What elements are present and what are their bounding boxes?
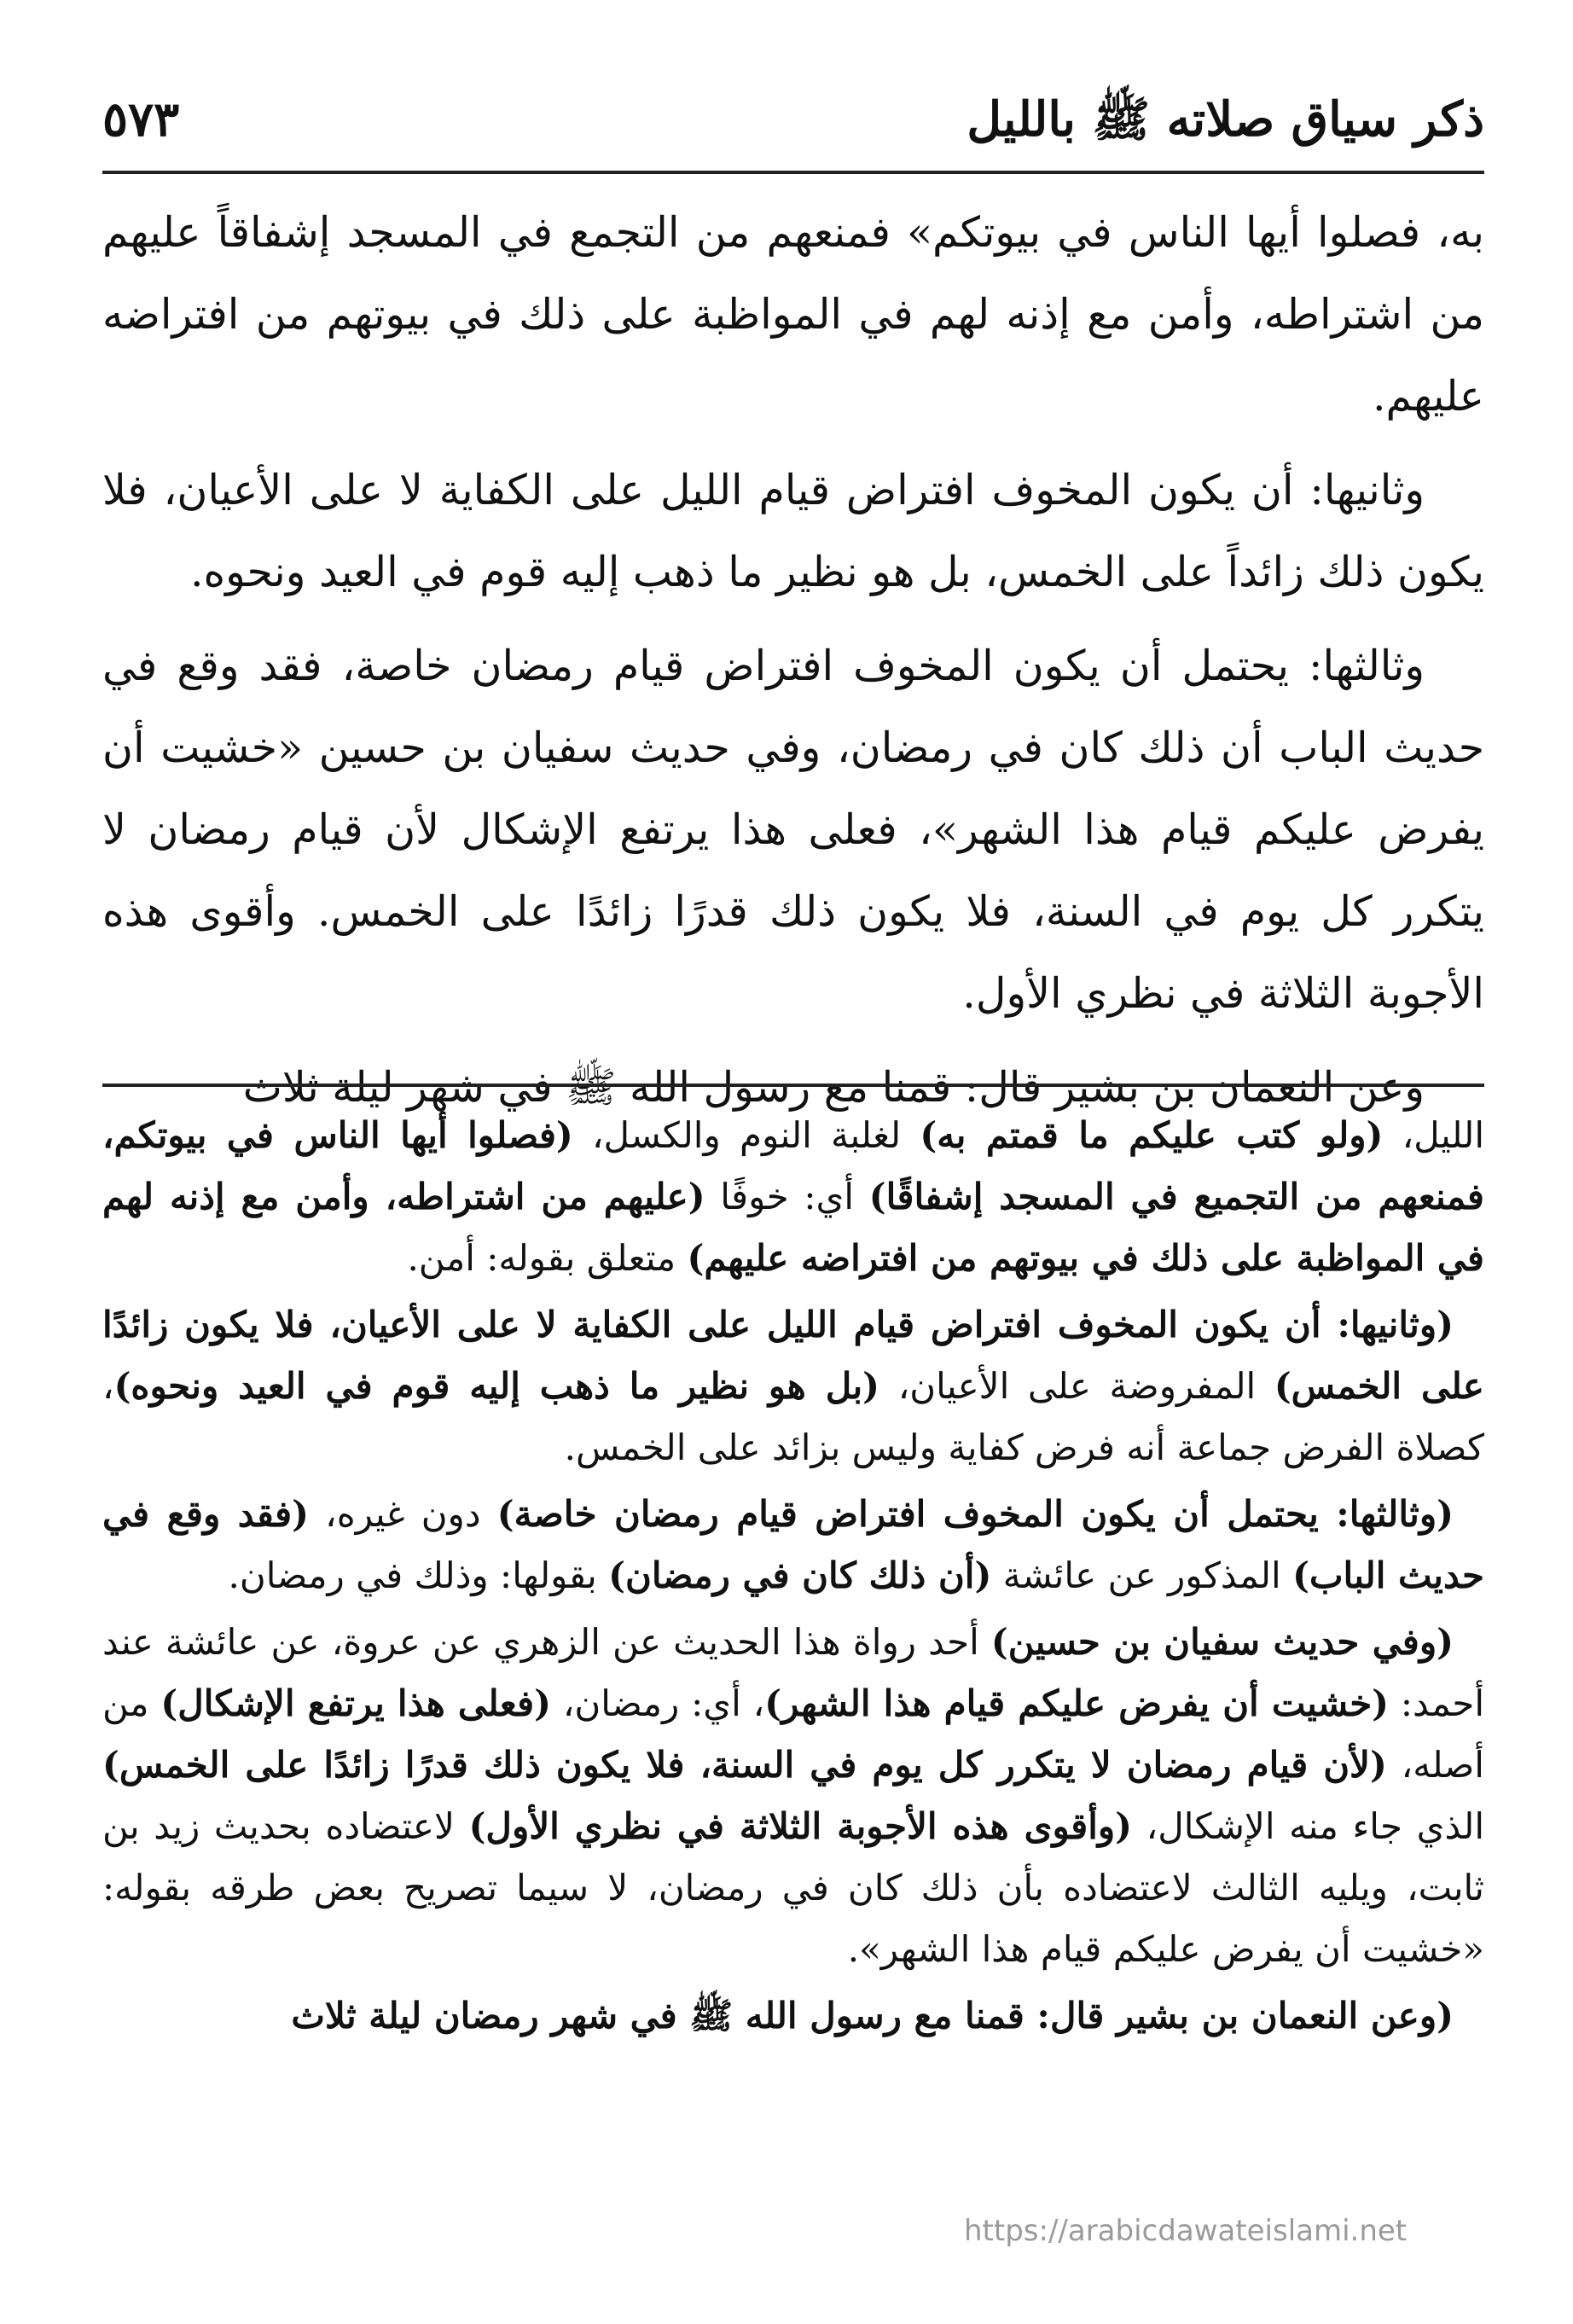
commentary-text-run: ، أي: رمضان، bbox=[551, 1682, 765, 1724]
commentary-paragraph-3 bbox=[102, 1484, 1484, 1606]
quoted-text: (فقد وقع في حديث الباب) bbox=[102, 1493, 1484, 1596]
quoted-text: (وفي حديث سفيان بن حسين) bbox=[990, 1621, 1454, 1663]
commentary-text-run: لغلبة النوم والكسل، bbox=[572, 1114, 920, 1156]
main-paragraph-2: وثانيها: أن يكون المخوف افتراض قيام الليل على الكفاية لا على الأعيان، فلا يكون ذلك زائداً على الخمس، بل هو نظير ما ذهب إليه قوم في العيد ونحوه. bbox=[102, 466, 1484, 596]
commentary-text-run: أي: خوفًا bbox=[705, 1176, 869, 1217]
commentary-paragraph-4 bbox=[102, 1612, 1484, 1980]
commentary-text-run: الليل، bbox=[1383, 1114, 1485, 1156]
commentary-text-run: لاعتضاده بحديث زيد بن ثابت، ويليه الثالث لاعتضاده بأن ذلك كان في رمضان، لا سيما تصريح بعض طرقه بقوله: «خشيت أن يفرض عليكم قيام هذا الشهر». bbox=[102, 1805, 1484, 1970]
commentary-text-run: أحد رواة هذا الحديث عن الزهري عن عروة، عن عائشة عند أحمد: bbox=[102, 1621, 1485, 1724]
commentary-text-run: المذكور عن عائشة bbox=[991, 1554, 1293, 1596]
quoted-text: (ولو كتب عليكم ما قمتم به) bbox=[920, 1114, 1384, 1156]
commentary-text-run: ، كصلاة الفرض جماعة أنه فرض كفاية وليس بزائد على الخمس. bbox=[102, 1365, 1484, 1468]
quoted-text: (وثانيها: أن يكون المخوف افتراض قيام الليل على الكفاية لا على الأعيان، فلا يكون زائدًا على الخمس) bbox=[102, 1304, 1484, 1407]
commentary-text bbox=[102, 1105, 1484, 2176]
commentary-text-run: دون غيره، bbox=[308, 1493, 497, 1535]
quoted-text: (وثالثها: يحتمل أن يكون المخوف افتراض قيام رمضان خاصة) bbox=[496, 1493, 1454, 1535]
quoted-text: (فصلوا أيها الناس في بيوتكم، فمنعهم من التجميع في المسجد إشفاقًا) bbox=[102, 1114, 1484, 1217]
commentary-text-run: المفروضة على الأعيان، bbox=[879, 1365, 1274, 1407]
section-divider bbox=[102, 1084, 1484, 1087]
commentary-paragraph-1 bbox=[102, 1105, 1484, 1289]
commentary-paragraph-5 bbox=[102, 1985, 1484, 2047]
quoted-text: (خشيت أن يفرض عليكم قيام هذا الشهر) bbox=[764, 1682, 1390, 1724]
commentary-text-run: بقولها: وذلك في رمضان. bbox=[228, 1554, 609, 1596]
main-text bbox=[102, 192, 1484, 1112]
page-number: ٥٧٣ bbox=[102, 91, 180, 148]
chapter-heading: ذكر سياق صلاته ﷺ بالليل bbox=[966, 91, 1484, 148]
main-paragraph-1: به، فصلوا أيها الناس في بيوتكم» فمنعهم من التجمع في المسجد إشفاقاً عليهم من اشتراطه، وأمن مع إذنه لهم في المواظبة على ذلك في بيوتهم من افتراضه عليهم. bbox=[102, 208, 1484, 421]
watermark-url: https://arabicdawateislami.net bbox=[964, 2214, 1408, 2248]
main-paragraph-3: وثالثها: يحتمل أن يكون المخوف افتراض قيام رمضان خاصة، فقد وقع في حديث الباب أن ذلك كان في رمضان، وفي حديث سفيان بن حسين «خشيت أن يفرض عليكم قيام هذا الشهر»، فعلى هذا يرتفع الإشكال لأن قيام رمضان لا يتكرر كل يوم في السنة، فلا يكون ذلك قدرًا زائدًا على الخمس. وأقوى هذه الأجوبة الثلاثة في نظري الأول. bbox=[102, 642, 1484, 1018]
commentary-text-run: متعلق بقوله: أمن. bbox=[407, 1237, 688, 1279]
commentary-text-run: الذي جاء منه الإشكال، bbox=[1132, 1805, 1484, 1847]
quoted-text: (أن ذلك كان في رمضان) bbox=[608, 1554, 992, 1596]
quoted-text: (وأقوى هذه الأجوبة الثلاثة في نظري الأول) bbox=[468, 1805, 1133, 1847]
commentary-text-run: من أصله، bbox=[102, 1682, 1484, 1786]
quoted-text: (وعن النعمان بن بشير قال: قمنا مع رسول الله ﷺ في شهر رمضان ليلة ثلاث bbox=[291, 1995, 1454, 2036]
page-header bbox=[102, 68, 1484, 174]
commentary-paragraph-2 bbox=[102, 1294, 1484, 1479]
quoted-text: (بل هو نظير ما ذهب إليه قوم في العيد ونحوه) bbox=[113, 1365, 880, 1407]
quoted-text: (لأن قيام رمضان لا يتكرر كل يوم في السنة، فلا يكون ذلك قدرًا زائدًا على الخمس) bbox=[102, 1744, 1387, 1786]
quoted-text: (عليهم من اشتراطه، وأمن مع إذنه لهم في المواظبة على ذلك في بيوتهم من افتراضه عليهم) bbox=[102, 1176, 1484, 1279]
main-paragraph-4: وعن النعمان بن بشير قال: قمنا مع رسول الله ﷺ في شهر ليلة ثلاث bbox=[242, 1063, 1425, 1112]
quoted-text: (فعلى هذا يرتفع الإشكال) bbox=[160, 1682, 552, 1724]
